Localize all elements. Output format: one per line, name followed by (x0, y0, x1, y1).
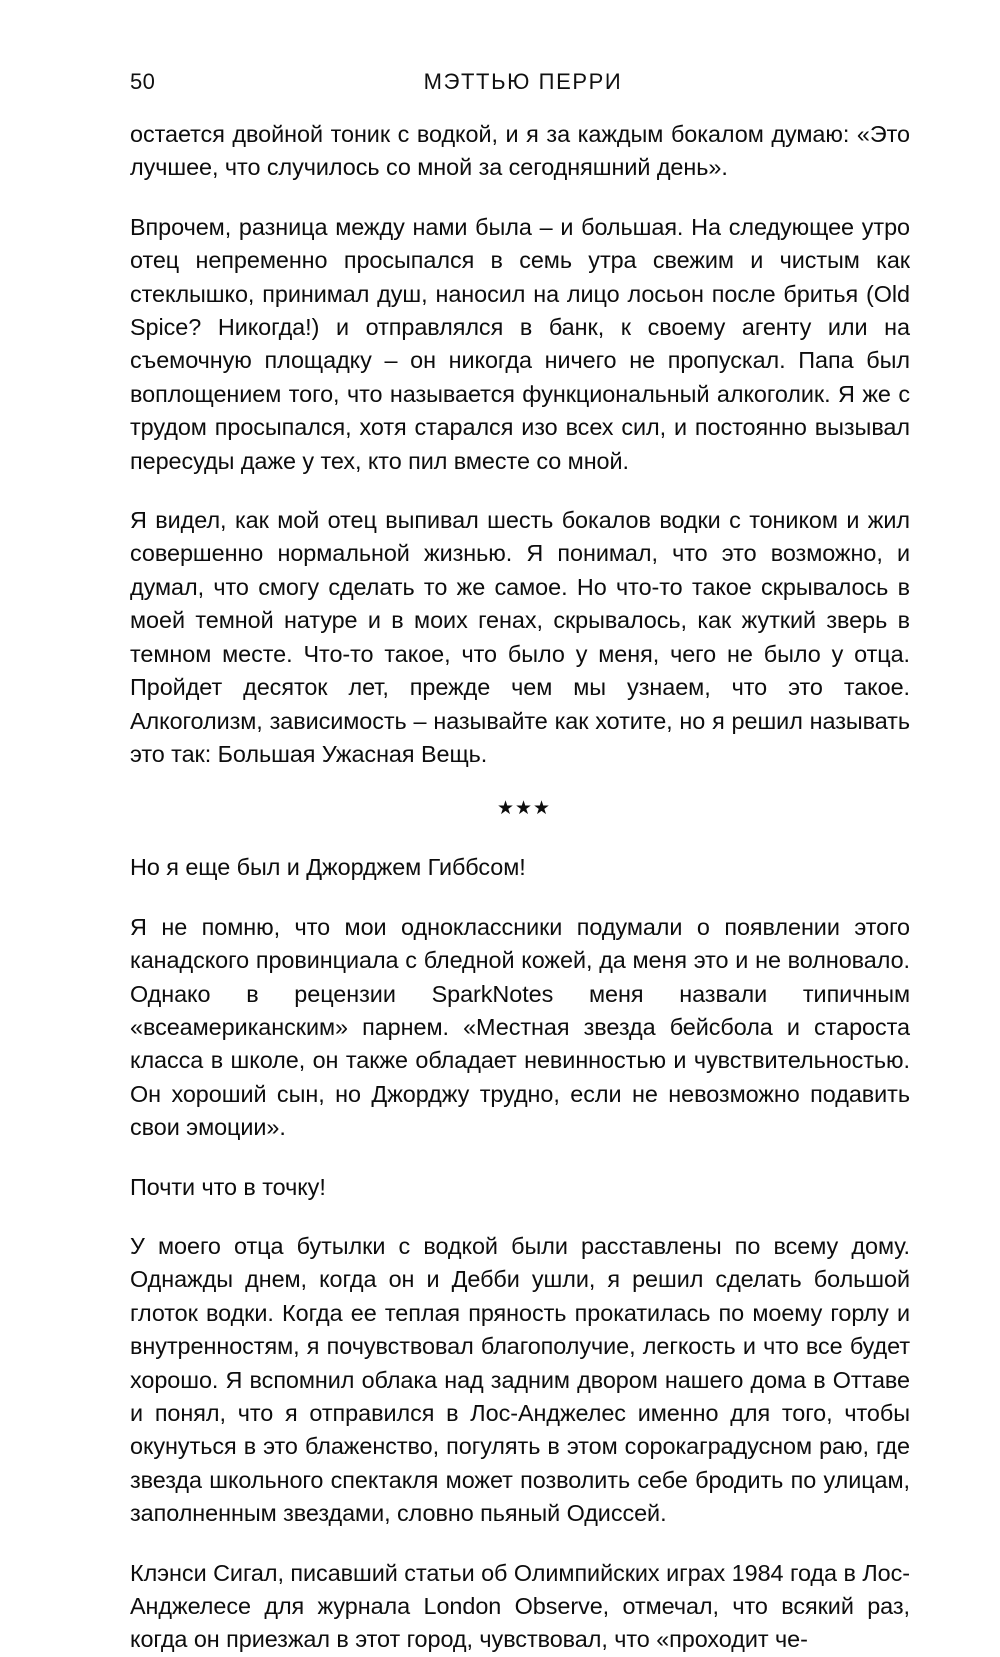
paragraph: Но я еще был и Джорджем Гиббсом! (130, 854, 526, 881)
paragraph: остается двойной тоник с водкой, и я за каждым бокалом думаю: «Это лучшее, что случилось со мной за сегодняшний день». (130, 121, 910, 181)
page-number: 50 (130, 69, 156, 94)
paragraph: У моего отца бутылки с водкой были расставлены по всему дому. Однажды днем, когда он и Дебби ушли, я решил сделать большой глоток водки. Когда ее теплая пряность прокатилась по моему горлу и внутренностям, я почувствовал благополучие, легкость и что все будет хорошо. Я вспомнил облака над задним двором нашего дома в Оттаве и понял, что я отправился в Лос-Анджелес именно для того, чтобы окунуться в это блаженство, погулять в этом сорокаградусном раю, где звезда школьного спектакля может позволить себе бродить по улицам, заполненным звездами, словно пьяный Одиссей. (130, 1232, 910, 1527)
running-title: МЭТТЬЮ ПЕРРИ (423, 69, 623, 94)
paragraph: Впрочем, разница между нами была – и большая. На следующее утро отец непременно просыпался в семь утра свежим и чистым как стеклышко, принимал душ, наносил на лицо лосьон после бритья (Old Spice? Никогда!) и отправлялся в банк, к своему агенту или на съемочную площадку – он никогда ничего не пропускал. Папа был воплощением того, что называется функциональный алкоголик. Я же с трудом просыпался, хотя старался изо всех сил, и постоянно вызывал пересуды даже у тех, кто пил вместе со мной. (130, 213, 910, 474)
body-text-block (130, 118, 910, 1657)
paragraph: Клэнси Сигал, писавший статьи об Олимпийских играх 1984 года в Лос-Анджелесе для журнала London Observe, отмечал, что всякий раз, когда он приезжал в этот город, чувствовал, что «проходит че- (130, 1559, 910, 1653)
section-break-stars-icon: ★★★ (496, 798, 552, 820)
paragraph: Почти что в точку! (130, 1173, 326, 1200)
paragraph: Я видел, как мой отец выпивал шесть бокалов водки с тоником и жил совершенно нормальной жизнью. Я понимал, что это возможно, и думал, что смогу сделать то же самое. Но что-то такое скрывалось в моей темной натуре и в моих генах, скрывалось, как жуткий зверь в темном месте. Что-то такое, что было у меня, чего не было у отца. Пройдет десяток лет, прежде чем мы узнаем, что это такое. Алкоголизм, зависимость – называйте как хотите, но я решил называть это так: Большая Ужасная Вещь. (130, 507, 910, 767)
paragraph: Я не помню, что мои одноклассники подумали о появлении этого канадского провинциала с бледной кожей, да меня это и не волновало. Однако в рецензии SparkNotes меня назвали типичным «всеамериканским» парнем. «Местная звезда бейсбола и староста класса в школе, он также обладает невинностью и чувствительностью. Он хороший сын, но Джорджу трудно, если не невозможно подавить свои эмоции». (130, 913, 910, 1141)
running-head (130, 68, 900, 102)
